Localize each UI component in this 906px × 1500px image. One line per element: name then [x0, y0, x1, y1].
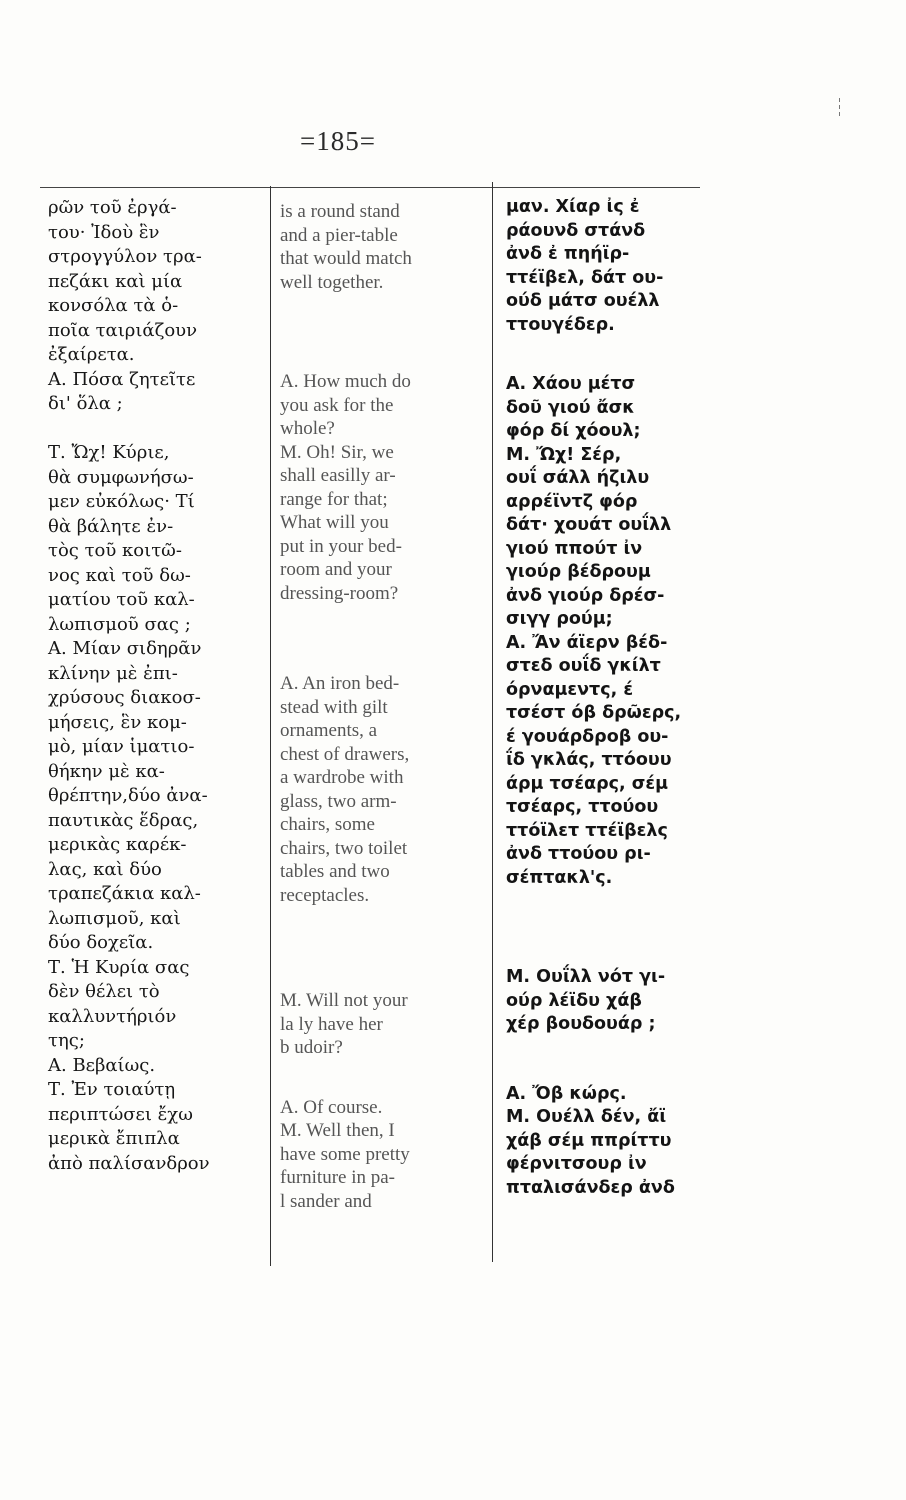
text-line: μήσεις, ἓν κομ-: [48, 711, 187, 733]
text-line: tables and two: [280, 861, 390, 882]
text-line: σιγγ ρούμ;: [506, 609, 613, 629]
text-line: ουΐ σάλλ ήζιλυ: [506, 468, 650, 488]
text-line: έ γουάρδροβ ου-: [506, 726, 669, 747]
text-line: ἐξαίρετα.: [48, 344, 135, 365]
text-line: l sander and: [280, 1190, 372, 1212]
text-line: μαν. Χίαρ ἰς ἐ: [506, 197, 640, 217]
text-line: νος καὶ τοῦ δω-: [48, 564, 191, 586]
text-line: ἀπὸ παλίσανδρον: [48, 1152, 210, 1174]
text-line: M. Will not your: [280, 990, 408, 1011]
text-line: τσέστ όβ δρῶερς,: [506, 703, 682, 723]
transcription-block: [506, 966, 726, 1037]
text-line: φέρνιτσουρ ἰν: [506, 1154, 647, 1174]
text-line: Μ. Ὤχ! Σέρ,: [506, 444, 622, 465]
text-line: ττουγέδερ.: [506, 314, 615, 335]
text-line: room and your: [280, 559, 392, 580]
text-line: ττόϊλετ ττέϊβελς: [506, 820, 668, 841]
text-line: Α. Ὄβ κώρς.: [506, 1083, 627, 1104]
text-line: ἀνδ ττούου ρι-: [506, 844, 651, 864]
column-divider-right: [492, 182, 493, 1262]
text-line: δι' ὅλα ;: [48, 393, 123, 414]
text-line: A. An iron bed-: [280, 673, 400, 694]
text-line: have some pretty: [280, 1143, 410, 1165]
english-block: [280, 989, 485, 1060]
text-line: χέρ βουδουάρ ;: [506, 1014, 656, 1034]
text-line: παυτικὰς ἕδρας,: [48, 809, 199, 831]
text-line: λωπισμοῦ, καὶ: [48, 907, 181, 929]
text-line: δοῦ γιού ἄσκ: [506, 397, 635, 418]
text-line: δύο δοχεῖα.: [48, 932, 154, 953]
text-line: φόρ δί χόουλ;: [506, 421, 641, 441]
text-line: Α. Πόσα ζητεῖτε: [48, 368, 196, 390]
text-line: is a round stand: [280, 201, 400, 222]
text-line: στρογγύλον τρα-: [48, 246, 202, 267]
text-line: θὰ βάλητε ἐν-: [48, 515, 174, 537]
english-block: [280, 672, 485, 907]
text-line: Τ. Ἡ Κυρία σας: [48, 956, 190, 978]
text-line: Α. Βεβαίως.: [48, 1054, 156, 1076]
text-line: What will you: [280, 512, 389, 533]
text-line: δὲν θέλει τὸ: [48, 981, 160, 1002]
text-line: Α. Ἄν άϊερν βέδ-: [506, 632, 668, 653]
page-number: =185=: [300, 126, 376, 156]
text-line: la ly have her: [280, 1013, 383, 1035]
text-line: Τ. Ἐν τοιαύτῃ: [48, 1079, 176, 1100]
text-line: ποῖα ταιριάζουν: [48, 319, 198, 341]
text-line: chairs, some: [280, 814, 375, 835]
text-line: A. How much do: [280, 371, 411, 392]
text-line: Α. Χάου μέτσ: [506, 374, 636, 394]
text-line: Μ. Ουΐλλ νότ γι-: [506, 967, 666, 987]
text-line: chairs, two toilet: [280, 837, 408, 859]
text-line: dressing-room?: [280, 582, 399, 604]
text-line: τραπεζάκια καλ-: [48, 883, 201, 904]
text-line: στεδ ουΐδ γκίλτ: [506, 656, 661, 676]
text-line: ἀνδ ἐ πηήϊρ-: [506, 244, 630, 264]
column-divider-left: [270, 186, 271, 1266]
text-line: ρῶν τοῦ ἐργά-: [48, 197, 177, 218]
text-line: Μ. Ουέλλ δέν, ἄϊ: [506, 1107, 667, 1127]
text-line: τὸς τοῦ κοιτῶ-: [48, 540, 182, 561]
text-line: μὸ, μίαν ἱματιο-: [48, 736, 195, 757]
transcription-block: [506, 196, 726, 337]
text-line: δάτ· χουάτ ουΐλλ: [506, 515, 672, 535]
text-line: μεν εὐκόλως· Τί: [48, 491, 195, 512]
transcription-column: [506, 196, 726, 1200]
text-line: ΐδ γκλάς, ττόουυ: [506, 750, 672, 770]
header-rule: [40, 187, 700, 188]
text-line: stead with gilt: [280, 696, 388, 718]
text-line: glass, two arm-: [280, 790, 397, 812]
text-line: άρμ τσέαρς, σέμ: [506, 773, 668, 794]
text-line: θὰ συμφωνήσω-: [48, 466, 194, 488]
transcription-block: [506, 1083, 726, 1201]
text-line: put in your bed-: [280, 535, 402, 557]
text-line: shall easilly ar-: [280, 465, 396, 486]
text-line: Α. Μίαν σιδηρᾶν: [48, 638, 202, 659]
text-line: well together.: [280, 271, 384, 293]
text-line: λωπισμοῦ σας ;: [48, 613, 191, 635]
text-line: κονσόλα τὰ ὁ-: [48, 295, 179, 316]
text-line: ornaments, a: [280, 720, 378, 741]
text-line: range for that;: [280, 488, 388, 510]
text-line: ούδ μάτσ ουέλλ: [506, 291, 660, 311]
text-line: a wardrobe with: [280, 767, 404, 788]
text-line: της;: [48, 1030, 85, 1051]
text-line: γιού ππούτ ἰν: [506, 538, 643, 559]
text-line: περιπτώσει ἔχω: [48, 1103, 193, 1125]
text-line: ράουνδ στάνδ: [506, 220, 646, 241]
margin-speck: [838, 95, 841, 125]
text-line: πεζάκι καὶ μία: [48, 270, 183, 292]
english-block: [280, 1096, 485, 1214]
text-line: receptacles.: [280, 884, 370, 906]
text-line: you ask for the: [280, 394, 394, 416]
text-line: b udoir?: [280, 1037, 343, 1058]
text-line: A. Of course.: [280, 1096, 383, 1118]
text-line: χρύσους διακοσ-: [48, 687, 201, 708]
text-line: [48, 417, 264, 442]
text-line: ματίου τοῦ καλ-: [48, 589, 195, 610]
text-line: furniture in pa-: [280, 1167, 396, 1188]
text-line: Τ. Ὤχ! Κύριε,: [48, 442, 170, 463]
text-line: θήκην μὲ κα-: [48, 760, 165, 782]
text-line: καλλυντήριόν: [48, 1005, 177, 1027]
text-line: μερικὰς καρέκ-: [48, 834, 187, 855]
text-line: that would match: [280, 248, 412, 269]
english-block: [280, 200, 485, 294]
text-line: του· Ἰδοὺ ἓν: [48, 221, 160, 243]
text-line: ἀνδ γιούρ δρέσ-: [506, 585, 665, 606]
text-line: M. Well then, I: [280, 1120, 395, 1141]
text-line: M. Oh! Sir, we: [280, 441, 394, 463]
english-column: [280, 200, 485, 1213]
text-line: ττέϊβελ, δάτ ου-: [506, 267, 664, 288]
transcription-block: [506, 373, 726, 890]
greek-column: [48, 196, 264, 1176]
text-line: γιούρ βέδρουμ: [506, 562, 651, 582]
english-block: [280, 370, 485, 605]
text-line: θρέπτην,δύο ἀνα-: [48, 785, 208, 806]
text-line: and a pier-table: [280, 224, 398, 246]
text-line: σέπτακλ'ς.: [506, 867, 613, 888]
text-line: χάβ σέμ ππρίττυ: [506, 1130, 672, 1151]
text-line: λας, καὶ δύο: [48, 858, 162, 880]
text-line: πταλισάνδερ ἀνδ: [506, 1177, 675, 1198]
text-line: όρναμεντς, έ: [506, 679, 634, 700]
text-line: μερικὰ ἔπιπλα: [48, 1128, 180, 1149]
text-line: chest of drawers,: [280, 743, 410, 765]
text-line: whole?: [280, 418, 335, 439]
text-line: τσέαρς, ττούου: [506, 797, 659, 817]
text-line: αρρέϊντζ φόρ: [506, 491, 638, 512]
text-line: ούρ λέϊδυ χάβ: [506, 990, 642, 1011]
text-line: κλίνην μὲ ἐπι-: [48, 662, 178, 684]
